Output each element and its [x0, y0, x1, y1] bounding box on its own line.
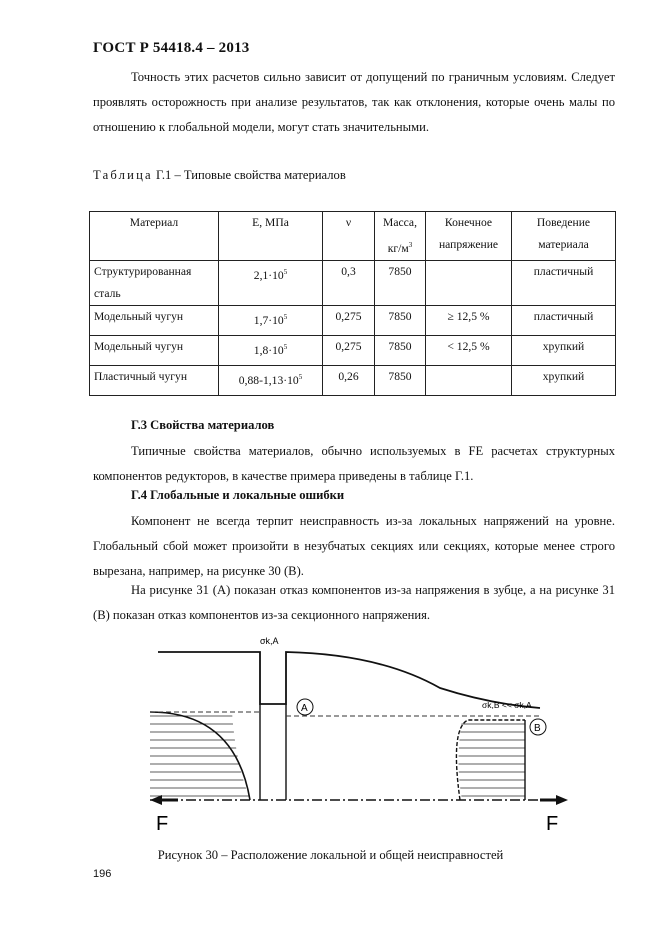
figure-caption: Рисунок 30 – Расположение локальной и общей неисправностей	[157, 848, 504, 862]
table-row	[90, 260, 616, 305]
label-b: B	[534, 723, 541, 734]
header-mass	[375, 212, 426, 261]
cell-material: Модельный чугун	[90, 335, 219, 365]
cell-e-exp: 5	[298, 372, 303, 381]
cell-e-mpa	[219, 335, 323, 365]
cell-material: Модельный чугун	[90, 305, 219, 335]
section-g4-title: Г.4 Глобальные и локальные ошибки	[131, 488, 345, 502]
cell-e-base: 2,1·10	[253, 268, 284, 282]
header-material: Материал	[90, 212, 219, 261]
cell-e-mpa	[219, 260, 323, 305]
page-number: 196	[93, 868, 112, 880]
header-e-mpa	[219, 212, 323, 261]
cell-mass: 7850	[375, 260, 426, 305]
cell-stress: < 12,5 %	[426, 335, 512, 365]
header-behavior: Поведение материала	[512, 212, 616, 261]
intro-paragraph: Точность этих расчетов сильно зависит от допущений по граничным условиям. Следует проявлять осторожность при анализе результатов, так как отклонения, которые очень малы по отношению к глобальной модели, могут стать значительными.	[93, 70, 615, 134]
table-caption-text: Г.1 – Типовые свойства материалов	[155, 168, 346, 182]
cell-e-mpa	[219, 305, 323, 335]
cell-e-base: 0,88-1,13·10	[238, 373, 299, 387]
cell-e-mpa	[219, 365, 323, 395]
label-sigma-k-b: σk,B << σk,A	[482, 700, 532, 710]
header-mass-sup: 3	[408, 241, 413, 249]
header-ultimate-stress: Конечное напряжение	[426, 212, 512, 261]
global-stress-hatch	[459, 720, 526, 800]
cell-material: Структурированная сталь	[90, 260, 219, 305]
cell-behavior: хрупкий	[512, 335, 616, 365]
cell-e-exp: 5	[283, 342, 288, 351]
table-caption-prefix: Таблица	[93, 168, 153, 182]
cell-stress	[426, 260, 512, 305]
materials-table	[89, 211, 616, 396]
table-caption	[93, 168, 346, 183]
force-arrow-right-head	[556, 795, 568, 805]
cell-behavior: хрупкий	[512, 365, 616, 395]
cell-stress	[426, 365, 512, 395]
cell-mass: 7850	[375, 335, 426, 365]
section-g4-paragraph-2: На рисунке 31 (A) показан отказ компонентов из-за напряжения в зубце, а на рисунке 31 (B) показан отказ компонентов из-за секционного напряжения.	[93, 583, 615, 622]
header-mass-text: Масса, кг/м	[383, 216, 417, 255]
cell-e-exp: 5	[283, 312, 288, 321]
failure-location-figure	[150, 632, 570, 838]
section-g4-paragraph-1: Компонент не всегда терпит неисправность из-за локальных напряжений на уровне. Глобальный сбой может произойти в незубчатых секциях или секциях, которые менее строго вырезана, например, на рисунке 30 (B).	[93, 514, 615, 578]
cell-mass: 7850	[375, 305, 426, 335]
section-g3-title: Г.3 Свойства материалов	[131, 418, 275, 432]
label-force-left: F	[156, 813, 169, 835]
table-row	[90, 365, 616, 395]
cell-stress: ≥ 12,5 %	[426, 305, 512, 335]
table-row	[90, 305, 616, 335]
document-header: ГОСТ Р 54418.4 – 2013	[93, 40, 250, 56]
label-sigma-k-a: σk,A	[260, 636, 279, 646]
cell-behavior: пластичный	[512, 260, 616, 305]
label-force-right: F	[546, 813, 559, 835]
cell-mass: 7850	[375, 365, 426, 395]
cell-e-base: 1,7·10	[253, 313, 284, 327]
table-header-row	[90, 212, 616, 261]
cell-behavior: пластичный	[512, 305, 616, 335]
header-nu: ν	[323, 212, 375, 261]
header-e-mpa-text: E, МПа	[252, 216, 289, 229]
label-a: A	[301, 703, 308, 714]
table-row	[90, 335, 616, 365]
cell-e-exp: 5	[283, 267, 288, 276]
cell-nu: 0,275	[323, 305, 375, 335]
cell-nu: 0,275	[323, 335, 375, 365]
cell-nu: 0,26	[323, 365, 375, 395]
cell-nu: 0,3	[323, 260, 375, 305]
cell-material: Пластичный чугун	[90, 365, 219, 395]
section-g3-paragraph: Типичные свойства материалов, обычно используемых в FE расчетах структурных компонентов редукторов, в качестве примера приведены в таблице Г.1.	[93, 444, 615, 483]
cell-e-base: 1,8·10	[253, 343, 284, 357]
